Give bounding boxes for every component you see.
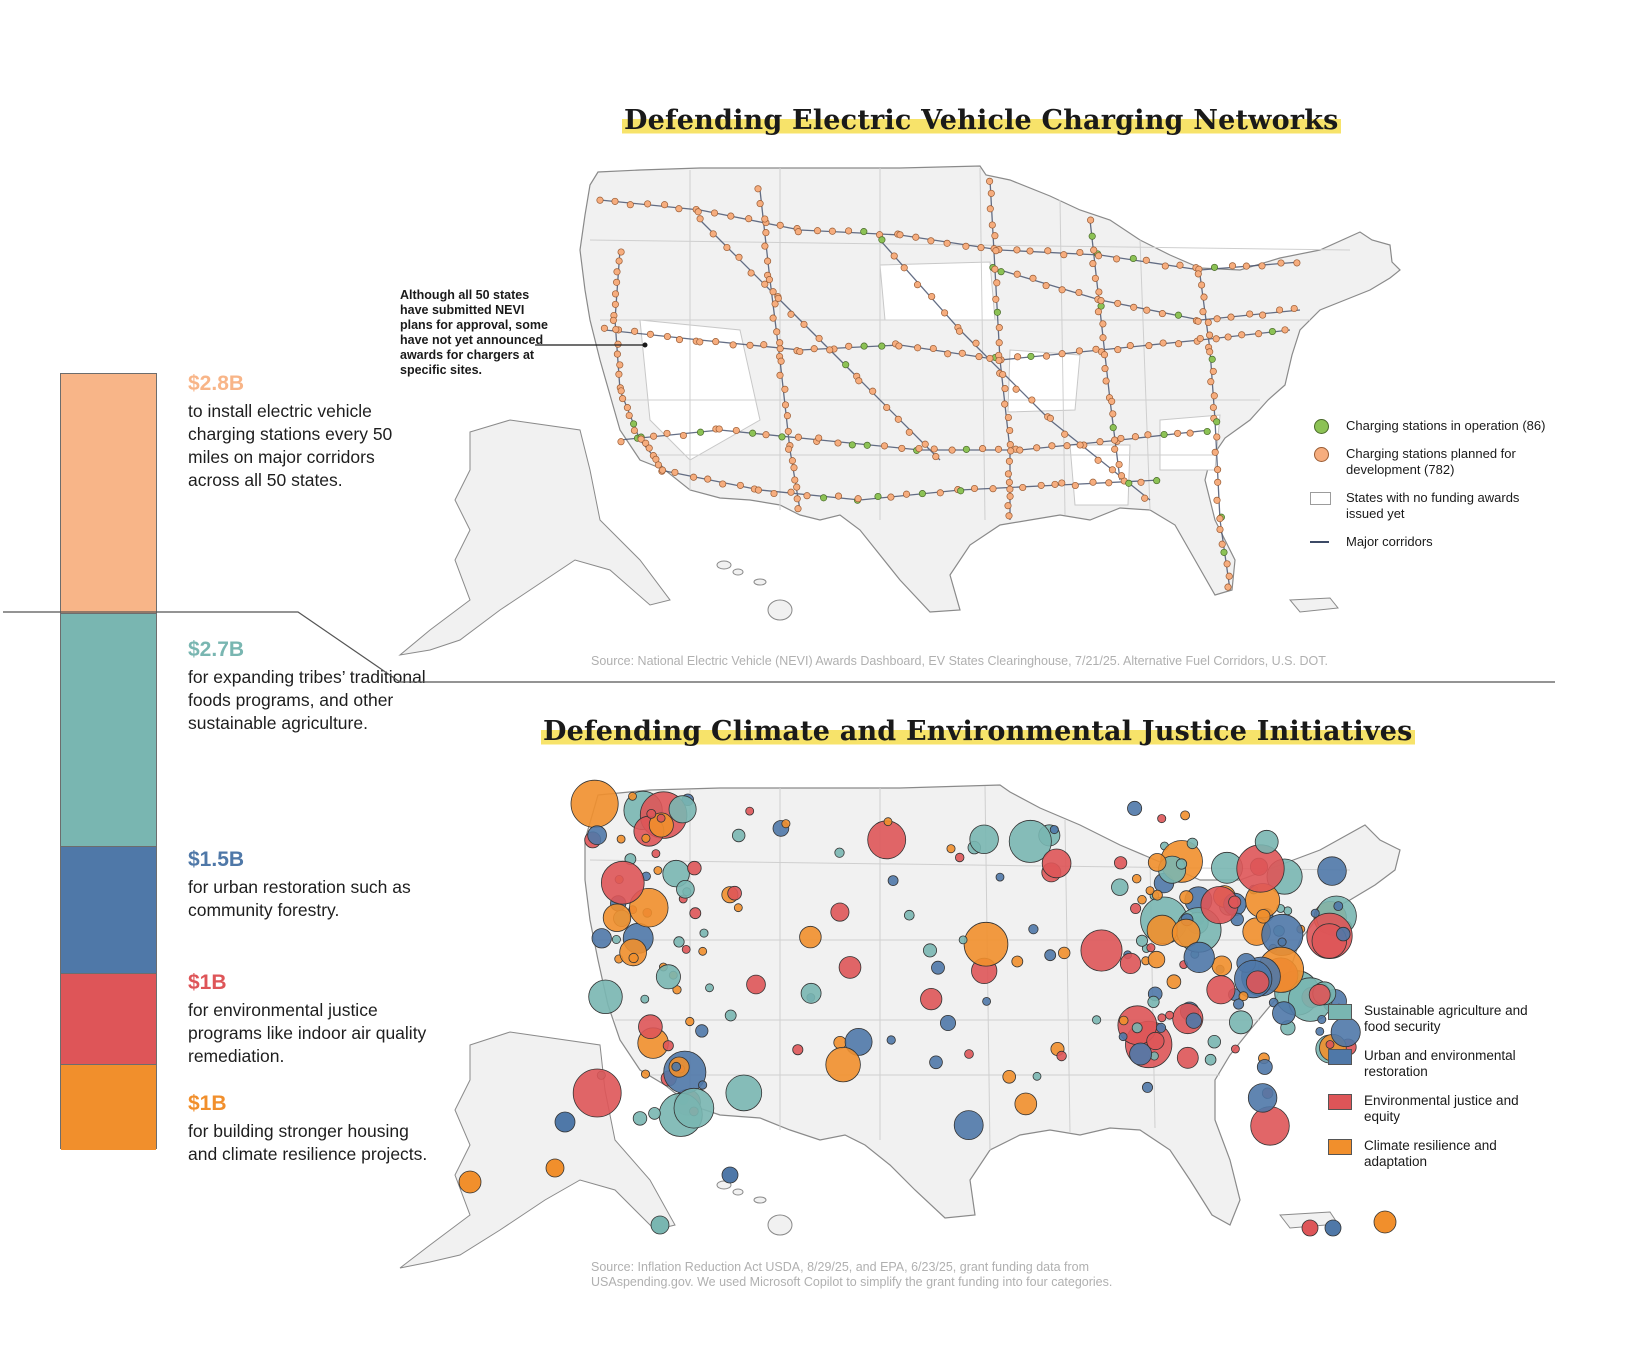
justice-bubble xyxy=(1147,1032,1164,1049)
funding-amount: $1B xyxy=(188,1092,227,1115)
funding-amount: $1.5B xyxy=(188,848,245,871)
justice-bubble xyxy=(663,1041,673,1051)
resilience-bubble xyxy=(1167,975,1181,989)
resilience-bubble xyxy=(642,834,650,842)
resilience-bubble xyxy=(1119,1016,1128,1025)
agriculture-bubble xyxy=(656,965,680,989)
agriculture-bubble xyxy=(1136,935,1147,946)
urban-bubble xyxy=(1334,902,1343,911)
agriculture-bubble xyxy=(725,1010,736,1021)
justice-bubble xyxy=(747,975,766,994)
resilience-bubble xyxy=(1180,891,1193,904)
justice-bubble xyxy=(1166,1011,1174,1019)
justice-bubble xyxy=(1114,857,1126,869)
climate-source-line-1: Source: Inflation Reduction Act USDA, 8/29/25, and EPA, 6/23/25, grant funding data from xyxy=(591,1260,1089,1274)
agriculture-bubble xyxy=(904,910,914,920)
justice-bubble xyxy=(657,814,665,822)
resilience-bubble xyxy=(1132,874,1141,883)
resilience-bubble xyxy=(1148,854,1166,872)
agriculture-bubble xyxy=(959,936,967,944)
legend-item-urban xyxy=(1328,1048,1538,1080)
agriculture-bubble xyxy=(700,929,708,937)
agriculture-bubble xyxy=(674,937,684,947)
agriculture-bubble xyxy=(1132,1023,1142,1033)
legend-label: Charging stations in operation (86) xyxy=(1346,418,1546,433)
justice-bubble xyxy=(1229,896,1241,908)
justice-bubble xyxy=(831,903,849,921)
resilience-bubble xyxy=(782,820,790,828)
justice-bubble xyxy=(965,1050,974,1059)
urban-bubble xyxy=(696,1025,708,1037)
agriculture-bubble xyxy=(674,1088,714,1128)
agriculture-bubble xyxy=(677,880,695,898)
resilience-bubble xyxy=(571,780,618,827)
resilience-bubble xyxy=(1146,887,1154,895)
resilience-bubble xyxy=(641,1070,649,1078)
justice-bubble xyxy=(839,957,861,979)
climate-source-line-2: USAspending.gov. We used Microsoft Copilot to simplify the grant funding into four categories. xyxy=(591,1275,1113,1289)
urban-bubble xyxy=(588,826,607,845)
legend-item-agriculture xyxy=(1328,1003,1538,1035)
resilience-bubble xyxy=(1374,1211,1396,1233)
resilience-bubble xyxy=(1012,956,1023,967)
justice-bubble xyxy=(1057,1051,1067,1061)
urban-bubble xyxy=(555,1112,575,1132)
justice-bubble xyxy=(868,821,906,859)
agriculture-bubble xyxy=(612,935,620,943)
resilience-bubble xyxy=(654,867,662,875)
urban-bubble xyxy=(1045,950,1056,961)
resilience-bubble xyxy=(629,953,638,962)
agriculture-bubble xyxy=(1176,859,1186,869)
agriculture-bubble xyxy=(633,1112,647,1126)
urban-bubble xyxy=(592,929,611,948)
resilience-bubble xyxy=(800,926,822,948)
urban-bubble xyxy=(1316,1027,1324,1035)
justice-bubble xyxy=(746,807,754,815)
justice-bubble xyxy=(573,1069,621,1117)
resilience-bubble xyxy=(546,1159,564,1177)
urban-bubble xyxy=(1119,1033,1127,1041)
resilience-bubble xyxy=(826,1047,861,1082)
legend-label: Major corridors xyxy=(1346,534,1433,549)
resilience-bubble xyxy=(947,845,955,853)
urban-bubble xyxy=(887,1036,895,1044)
resilience-bubble xyxy=(1003,1070,1016,1083)
agriculture-bubble xyxy=(1148,996,1159,1007)
urban-bubble xyxy=(1128,801,1142,815)
agriculture-bubble xyxy=(589,980,623,1014)
justice-bubble xyxy=(682,945,690,953)
justice-bubble xyxy=(688,861,702,875)
resilience-bubble xyxy=(1148,951,1165,968)
urban-bubble xyxy=(1273,1002,1296,1025)
legend-label: Sustainable agriculture and food security xyxy=(1364,1003,1528,1034)
agriculture-bubble xyxy=(726,1075,762,1111)
ev-map-source: Source: National Electric Vehicle (NEVI) Awards Dashboard, EV States Clearinghouse, 7/21/25. Alternative Fuel Corridors, U.S. DOT. xyxy=(591,654,1328,668)
urban-bubble xyxy=(1318,857,1347,886)
urban-bubble xyxy=(940,1015,955,1030)
resilience-swatch-icon xyxy=(1328,1139,1352,1155)
legend-label: Charging stations planned for development (782) xyxy=(1346,446,1516,477)
climate-map-legend xyxy=(1328,1003,1538,1183)
justice-bubble xyxy=(955,853,964,862)
resilience-bubble xyxy=(699,947,707,955)
agriculture-bubble xyxy=(1112,879,1129,896)
resilience-bubble xyxy=(1015,1093,1037,1115)
funding-amount: $1B xyxy=(188,971,227,994)
justice-bubble xyxy=(1147,944,1155,952)
urban-bubble xyxy=(722,1167,738,1183)
urban-bubble xyxy=(1050,826,1058,834)
justice-bubble xyxy=(639,1015,663,1039)
agriculture-bubble xyxy=(651,1216,669,1234)
urban-bubble xyxy=(983,997,991,1005)
resilience-bubble xyxy=(884,818,892,826)
resilience-bubble xyxy=(629,792,637,800)
resilience-bubble xyxy=(1181,811,1190,820)
legend-label: Climate resilience and adaptation xyxy=(1364,1138,1497,1169)
urban-bubble xyxy=(996,873,1004,881)
legend-label: Environmental justice and equity xyxy=(1364,1093,1519,1124)
resilience-bubble xyxy=(834,1036,846,1048)
legend-item-resilience xyxy=(1328,1138,1538,1170)
urban-bubble xyxy=(888,876,898,886)
agriculture-bubble xyxy=(669,796,696,823)
justice-bubble xyxy=(1120,953,1140,973)
funding-description: for expanding tribes’ traditional foods programs, and other sustainable agriculture. xyxy=(188,667,426,733)
justice-bubble xyxy=(1251,1107,1290,1146)
hawaii-shape-2 xyxy=(717,1181,792,1235)
agriculture-bubble xyxy=(1033,1072,1041,1080)
urban-bubble xyxy=(954,1111,983,1140)
justice-bubble xyxy=(728,886,742,900)
agriculture-bubble xyxy=(1255,830,1278,853)
justice-bubble xyxy=(1302,1220,1318,1236)
resilience-bubble xyxy=(1257,910,1271,924)
resilience-bubble xyxy=(459,1171,481,1193)
urban-swatch-icon xyxy=(1328,1049,1352,1065)
justice-bubble xyxy=(690,908,701,919)
urban-bubble xyxy=(932,961,945,974)
urban-bubble xyxy=(1318,1015,1326,1023)
agriculture-bubble xyxy=(923,944,936,957)
justice-bubble xyxy=(1158,815,1166,823)
urban-bubble xyxy=(1248,1084,1277,1113)
urban-bubble xyxy=(1029,925,1038,934)
nevi-annotation: Although all 50 states have submitted NEVI plans for approval, some have not yet announced awards for chargers at specific sites. xyxy=(400,288,548,377)
justice-bubble xyxy=(1081,930,1122,971)
agriculture-bubble xyxy=(1229,1011,1252,1034)
resilience-bubble xyxy=(1058,947,1070,959)
agriculture-bubble xyxy=(1092,1016,1100,1024)
justice-swatch-icon xyxy=(1328,1094,1352,1110)
legend-label: Urban and environmental restoration xyxy=(1364,1048,1516,1079)
urban-bubble xyxy=(1278,938,1286,946)
agriculture-bubble xyxy=(1187,838,1198,849)
funding-description: for building stronger housing and climate resilience projects. xyxy=(188,1121,428,1164)
justice-bubble xyxy=(1246,971,1269,994)
resilience-bubble xyxy=(1212,956,1232,976)
climate-map-title-text: Defending Climate and Environmental Justice Initiatives xyxy=(543,716,1413,747)
agriculture-bubble xyxy=(970,825,999,854)
justice-bubble xyxy=(1207,976,1235,1004)
agriculture-bubble xyxy=(649,1108,661,1120)
urban-bubble xyxy=(930,1056,943,1069)
justice-bubble xyxy=(921,988,942,1009)
urban-bubble xyxy=(1184,942,1214,972)
alaska-shape-2 xyxy=(400,1032,675,1268)
resilience-bubble xyxy=(1239,992,1248,1001)
justice-bubble xyxy=(652,850,660,858)
resilience-bubble xyxy=(603,904,631,932)
justice-bubble xyxy=(1042,849,1071,878)
agriculture-bubble xyxy=(706,984,714,992)
funding-description: to install electric vehicle charging stations every 50 miles on major corridors across all 50 states. xyxy=(188,401,393,490)
agriculture-bubble xyxy=(1284,907,1292,915)
agriculture-bubble xyxy=(801,983,821,1003)
justice-bubble xyxy=(601,861,644,904)
funding-amount: $2.7B xyxy=(188,638,245,661)
agriculture-bubble xyxy=(1205,1054,1216,1065)
urban-bubble xyxy=(1257,1060,1272,1075)
agriculture-bubble xyxy=(835,848,844,857)
justice-bubble xyxy=(1231,1045,1239,1053)
urban-bubble xyxy=(1142,1082,1152,1092)
legend-label: States with no funding awards issued yet xyxy=(1346,490,1520,521)
ev-map-title-text: Defending Electric Vehicle Charging Networks xyxy=(624,105,1339,136)
urban-bubble xyxy=(1325,1220,1341,1236)
justice-bubble xyxy=(1158,1014,1166,1022)
funding-description: for environmental justice programs like indoor air quality remediation. xyxy=(188,1000,427,1066)
resilience-bubble xyxy=(964,922,1008,966)
agriculture-bubble xyxy=(641,995,649,1003)
urban-bubble xyxy=(698,1081,706,1089)
resilience-bubble xyxy=(734,904,742,912)
legend-item-justice xyxy=(1328,1093,1538,1125)
resilience-bubble xyxy=(686,1017,694,1025)
justice-bubble xyxy=(1177,1047,1198,1068)
agriculture-bubble xyxy=(1208,1035,1221,1048)
funding-amount: $2.8B xyxy=(188,372,245,395)
resilience-bubble xyxy=(617,835,625,843)
justice-bubble xyxy=(793,1045,803,1055)
urban-bubble xyxy=(672,1062,681,1071)
climate-map-source xyxy=(591,1260,1112,1290)
urban-bubble xyxy=(1186,1013,1201,1028)
urban-bubble xyxy=(1337,927,1351,941)
justice-bubble xyxy=(647,809,656,818)
agriculture-swatch-icon xyxy=(1328,1004,1352,1020)
urban-bubble xyxy=(1311,909,1319,917)
justice-bubble xyxy=(1131,903,1141,913)
resilience-bubble xyxy=(1138,895,1147,904)
urban-bubble xyxy=(1156,1023,1165,1032)
agriculture-bubble xyxy=(732,829,745,842)
funding-description: for urban restoration such as community forestry. xyxy=(188,877,411,920)
